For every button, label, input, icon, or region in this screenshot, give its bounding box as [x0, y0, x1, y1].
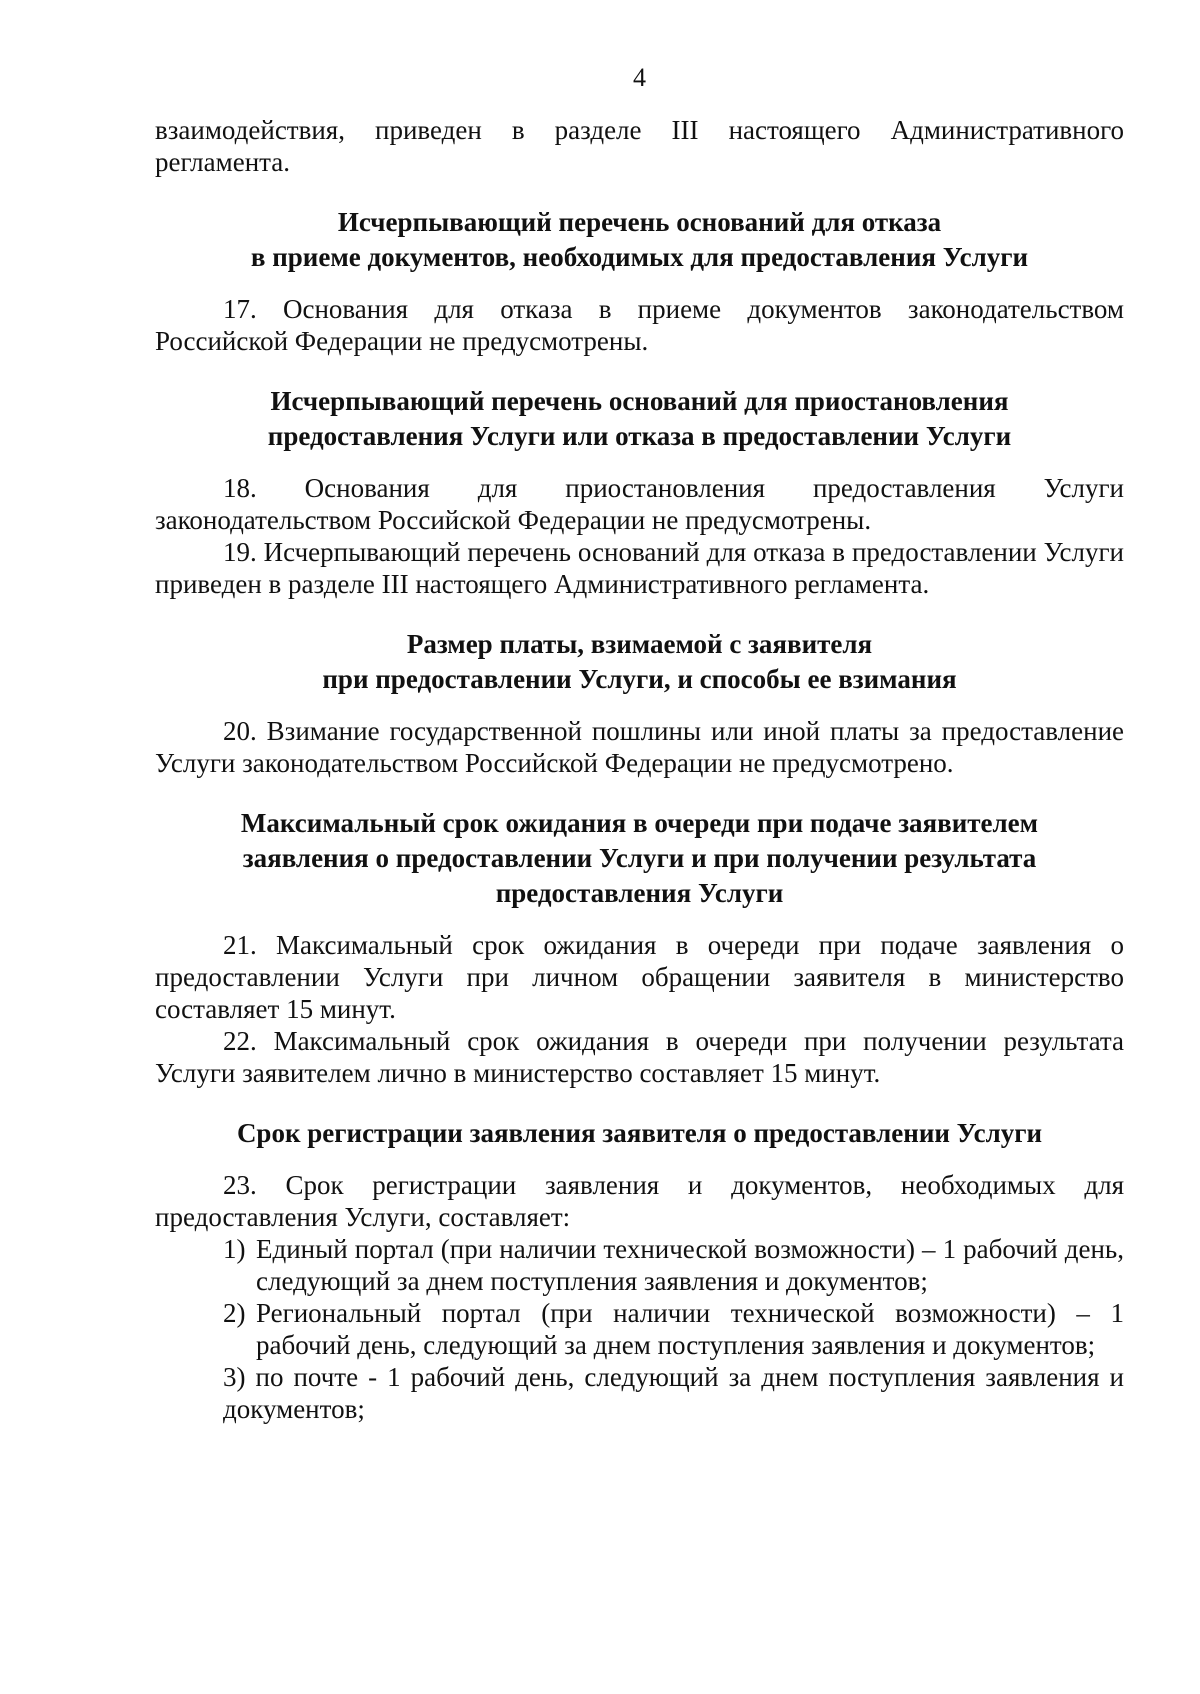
paragraph-19: 19. Исчерпывающий перечень оснований для отказа в предоставлении Услуги приведен в разделе III настоящего Административного регламента.: [155, 537, 1124, 599]
paragraph-18: 18. Основания для приостановления предоставления Услуги законодательством Российской Федерации не предусмотрены.: [155, 473, 1124, 535]
heading-line: Исчерпывающий перечень оснований для приостановления: [270, 386, 1009, 416]
list-item-text: Региональный портал (при наличии технической возможности) – 1 рабочий день, следующий за днем поступления заявления и документов;: [256, 1298, 1124, 1360]
paragraph-20: 20. Взимание государственной пошлины или иной платы за предоставление Услуги законодательством Российской Федерации не предусмотрено.: [155, 716, 1124, 778]
heading-line: при предоставлении Услуги, и способы ее взимания: [322, 664, 957, 694]
page-number: 4: [633, 63, 646, 92]
section-heading-suspension: [155, 384, 1124, 454]
heading-line: Срок регистрации заявления заявителя о предоставлении Услуги: [236, 1118, 1043, 1148]
heading-line: предоставления Услуги: [495, 878, 784, 908]
heading-line: Размер платы, взимаемой с заявителя: [406, 629, 873, 659]
section-heading-registration: [155, 1116, 1124, 1151]
list-item-postal: 3) по почте - 1 рабочий день, следующий за днем поступления заявления и документов;: [223, 1362, 1124, 1424]
list-item-number: 1): [223, 1234, 246, 1264]
heading-line: заявления о предоставлении Услуги и при получении результата: [242, 843, 1037, 873]
section-heading-fee: [155, 627, 1124, 697]
heading-line: в приеме документов, необходимых для предоставления Услуги: [250, 242, 1029, 272]
registration-list: [155, 1233, 1124, 1425]
paragraph-22: 22. Максимальный срок ожидания в очереди при получении результата Услуги заявителем лично в министерство составляет 15 минут.: [155, 1026, 1124, 1088]
intro-paragraph: взаимодействия, приведен в разделе III настоящего Административного регламента.: [155, 115, 1124, 177]
section-heading-queue-time: [155, 806, 1124, 911]
list-item-number: 2): [223, 1298, 246, 1328]
heading-line: предоставления Услуги или отказа в предоставлении Услуги: [267, 421, 1012, 451]
paragraph-21: 21. Максимальный срок ожидания в очереди при подаче заявления о предоставлении Услуги при личном обращении заявителя в министерство составляет 15 минут.: [155, 930, 1124, 1024]
heading-line: Исчерпывающий перечень оснований для отказа: [337, 207, 942, 237]
paragraph-23: 23. Срок регистрации заявления и документов, необходимых для предоставления Услуги, составляет:: [155, 1170, 1124, 1232]
list-item-text: Единый портал (при наличии технической возможности) – 1 рабочий день, следующий за днем поступления заявления и документов;: [256, 1234, 1124, 1296]
list-item: [223, 1297, 1124, 1361]
list-item: [223, 1233, 1124, 1297]
heading-line: Максимальный срок ожидания в очереди при подаче заявителем: [240, 808, 1039, 838]
paragraph-17: 17. Основания для отказа в приеме документов законодательством Российской Федерации не предусмотрены.: [155, 294, 1124, 356]
section-heading-refusal-acceptance: [155, 205, 1124, 275]
